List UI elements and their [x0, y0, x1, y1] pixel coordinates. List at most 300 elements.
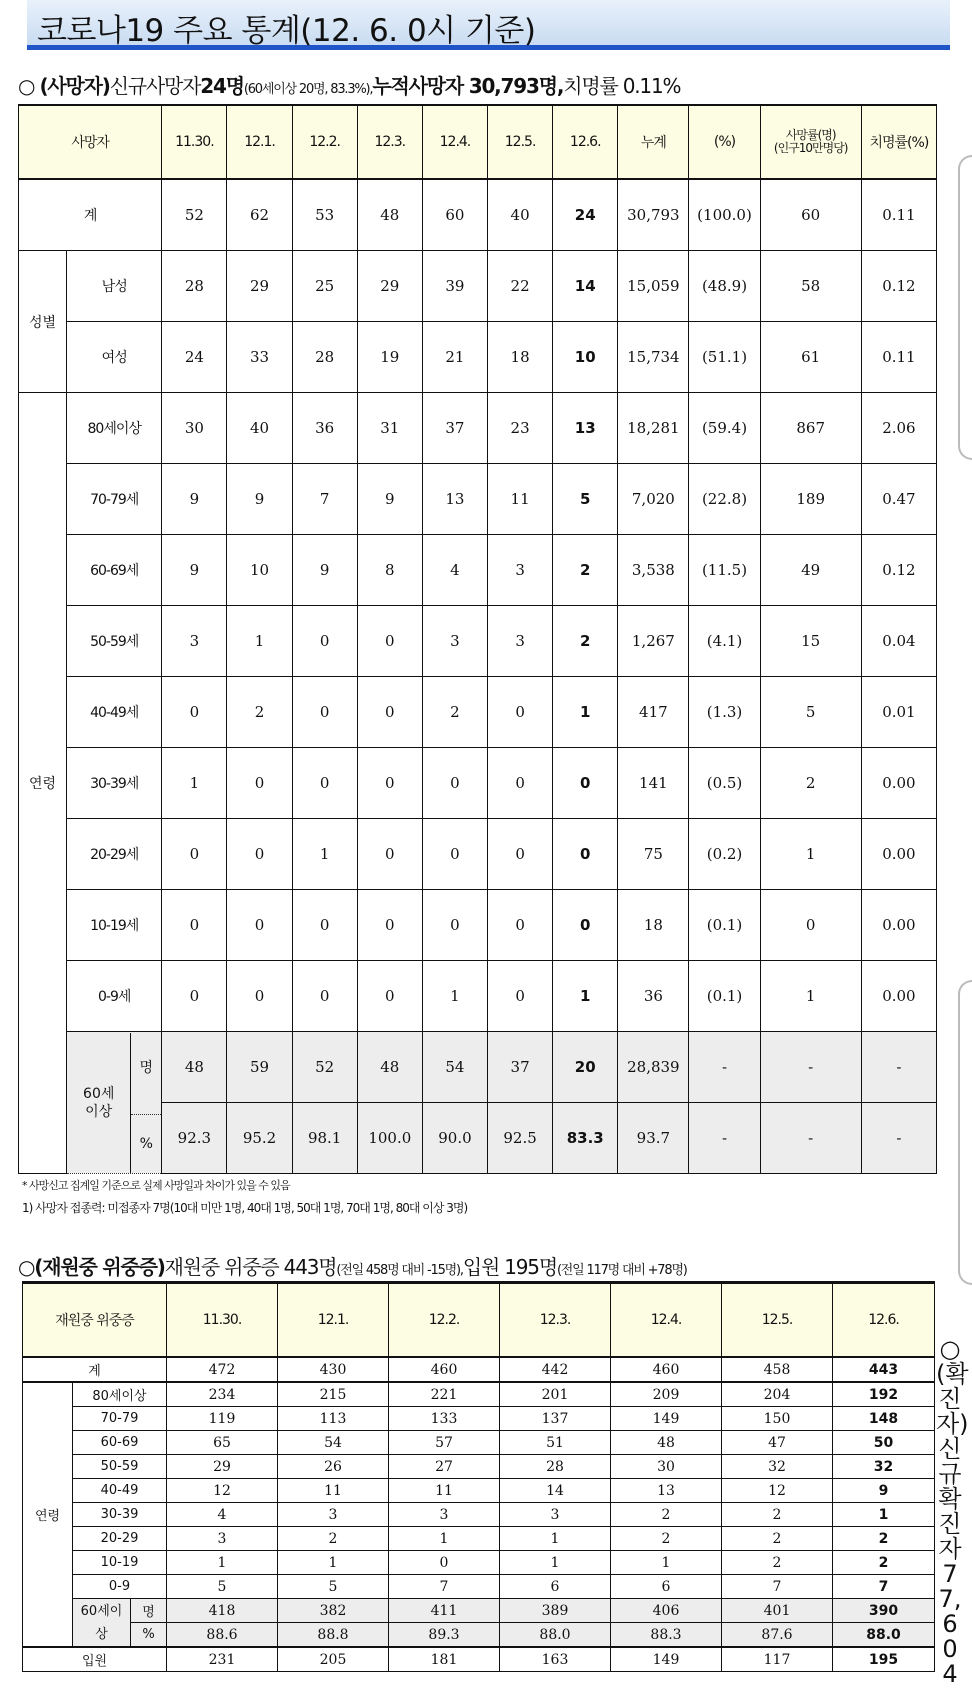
table-cell: - [760, 1103, 861, 1174]
title-bar [27, 0, 950, 50]
table-cell: 59 [227, 1032, 292, 1103]
sixty-label: 60세이 상 [73, 1599, 131, 1648]
table-cell: 57 [389, 1431, 500, 1455]
table-row [23, 1575, 935, 1599]
table-cell: 88.8 [278, 1623, 389, 1648]
column-header: 12.1. [227, 105, 292, 179]
table-cell: 0 [553, 819, 618, 890]
table-cell: 3 [389, 1503, 500, 1527]
table-cell: 12 [167, 1479, 278, 1503]
table-cell: 0 [357, 890, 422, 961]
row-label: 여성 [67, 322, 162, 393]
table-cell: 14 [553, 251, 618, 322]
heading-text: 누적사망자 30,793명, [372, 74, 564, 98]
column-header: 12.6. [553, 105, 618, 179]
table-cell: 93.7 [618, 1103, 689, 1174]
table-cell: (0.2) [689, 819, 760, 890]
table-cell: 0 [488, 961, 553, 1032]
table-cell: 0.47 [861, 464, 936, 535]
table-cell: 48 [357, 179, 422, 251]
table-cell: 163 [500, 1647, 611, 1672]
table-cell: 2 [278, 1527, 389, 1551]
table-cell: 53 [292, 179, 357, 251]
table-cell: 3 [500, 1503, 611, 1527]
table-cell: (0.5) [689, 748, 760, 819]
column-header: 12.5. [488, 105, 553, 179]
table-cell: 21 [422, 322, 487, 393]
table-cell: 31 [357, 393, 422, 464]
table-cell: 1,267 [618, 606, 689, 677]
row-label: 남성 [67, 251, 162, 322]
table-cell: 417 [618, 677, 689, 748]
row-label: 50-59 [73, 1455, 167, 1479]
table-cell: - [861, 1103, 936, 1174]
admit-row [23, 1647, 935, 1672]
table-cell: 0 [422, 819, 487, 890]
table-cell: 18 [618, 890, 689, 961]
table-row [23, 1503, 935, 1527]
table-cell: 1 [167, 1551, 278, 1575]
side-text: ○(확진자)신규확진자77,604 [936, 1335, 969, 1688]
column-header: 12.5. [722, 1283, 833, 1358]
table-cell: 52 [162, 179, 227, 251]
table-cell: 0 [227, 890, 292, 961]
table-cell: 0 [760, 890, 861, 961]
table-row [19, 677, 937, 748]
table-cell: (51.1) [689, 322, 760, 393]
table-cell: 30 [611, 1455, 722, 1479]
table-cell: 60 [760, 179, 861, 251]
table-cell: 0.12 [861, 535, 936, 606]
table-row [23, 1455, 935, 1479]
table-cell: 28,839 [618, 1032, 689, 1103]
table-cell: 100.0 [357, 1103, 422, 1174]
unit-label: 명 [131, 1033, 161, 1116]
table-cell: 2.06 [861, 393, 936, 464]
table-row [19, 748, 937, 819]
table-cell: 51 [500, 1431, 611, 1455]
column-header: 누계 [618, 105, 689, 179]
table-cell: 3 [167, 1527, 278, 1551]
table-row [23, 1527, 935, 1551]
row-label: 80세이상 [73, 1382, 167, 1407]
table-cell: 149 [611, 1647, 722, 1672]
table-cell: 95.2 [227, 1103, 292, 1174]
table-cell: 2 [833, 1527, 935, 1551]
table-cell: 0 [422, 748, 487, 819]
unit-label: 명 [131, 1599, 167, 1623]
deaths-heading [18, 70, 680, 99]
deaths-note: 1) 사망자 접종력: 미접종자 7명(10대 미만 1명, 40대 1명, 50대 1명, 70대 1명, 80대 이상 3명) [22, 1201, 468, 1215]
table-cell: 58 [760, 251, 861, 322]
table-cell: 0 [292, 748, 357, 819]
table-cell: 87.6 [722, 1623, 833, 1648]
table-cell: (100.0) [689, 179, 760, 251]
table-cell: 88.0 [833, 1623, 935, 1648]
table-cell: 0 [162, 677, 227, 748]
table-cell: 54 [278, 1431, 389, 1455]
table-cell: 8 [357, 535, 422, 606]
table-cell: 0 [292, 890, 357, 961]
side-panel-edge[interactable] [958, 155, 972, 460]
table-cell: 0 [292, 961, 357, 1032]
heading-tag: (사망자) [39, 74, 110, 98]
row-group-label: 성별 [19, 251, 67, 393]
table-cell: 181 [389, 1647, 500, 1672]
table-cell: 472 [167, 1357, 278, 1382]
table-cell: 0 [227, 819, 292, 890]
table-row [23, 1407, 935, 1431]
heading-text: (전일 458명 대비 -15명), [336, 1263, 463, 1278]
table-cell: 460 [611, 1357, 722, 1382]
heading-bullet: ○ [18, 74, 35, 98]
page-title: 코로나19 주요 통계(12. 6. 0시 기준) [37, 13, 536, 49]
table-cell: 389 [500, 1599, 611, 1623]
table-cell: 37 [488, 1032, 553, 1103]
table-cell: 205 [278, 1647, 389, 1672]
table-cell: 2 [422, 677, 487, 748]
table-cell: 92.5 [488, 1103, 553, 1174]
column-header: 12.3. [357, 105, 422, 179]
table-cell: 54 [422, 1032, 487, 1103]
table-cell: 0 [488, 677, 553, 748]
table-cell: 40 [227, 393, 292, 464]
table-cell: 61 [760, 322, 861, 393]
table-cell: 119 [167, 1407, 278, 1431]
heading-text: (전일 117명 대비 +78명) [556, 1263, 687, 1278]
table-cell: 3 [162, 606, 227, 677]
column-header: 사망자 [19, 105, 162, 179]
table-cell: 4 [422, 535, 487, 606]
table-cell: 1 [833, 1503, 935, 1527]
table-cell: (1.3) [689, 677, 760, 748]
table-cell: 23 [488, 393, 553, 464]
table-cell: 0.00 [861, 748, 936, 819]
table-cell: 234 [167, 1382, 278, 1407]
table-cell: 32 [833, 1455, 935, 1479]
table-cell: 0 [357, 606, 422, 677]
table-cell: 1 [422, 961, 487, 1032]
row-group-label: 연령 [23, 1382, 73, 1647]
row-label: 70-79세 [67, 464, 162, 535]
table-cell: - [689, 1032, 760, 1103]
table-cell: 2 [553, 535, 618, 606]
table-cell: 15,059 [618, 251, 689, 322]
table-cell: 88.3 [611, 1623, 722, 1648]
table-cell: 29 [227, 251, 292, 322]
table-cell: 2 [611, 1503, 722, 1527]
table-cell: 40 [488, 179, 553, 251]
table-cell: 22 [488, 251, 553, 322]
table-cell: 201 [500, 1382, 611, 1407]
table-cell: 209 [611, 1382, 722, 1407]
table-cell: 2 [722, 1527, 833, 1551]
heading-text: 입원 195명 [462, 1255, 557, 1279]
table-cell: 48 [162, 1032, 227, 1103]
row-group-label: 연령 [19, 393, 67, 1174]
table-row [19, 393, 937, 464]
table-cell: 60 [422, 179, 487, 251]
severe-table [22, 1281, 935, 1672]
table-cell: 406 [611, 1599, 722, 1623]
table-cell: 49 [760, 535, 861, 606]
table-cell: 28 [500, 1455, 611, 1479]
table-cell: 7 [292, 464, 357, 535]
table-cell: 11 [488, 464, 553, 535]
table-row [19, 251, 937, 322]
table-cell: - [760, 1032, 861, 1103]
table-cell: 148 [833, 1407, 935, 1431]
table-cell: 10 [227, 535, 292, 606]
table-cell: 9 [162, 464, 227, 535]
table-cell: 1 [162, 748, 227, 819]
heading-text: 치명률 0.11% [563, 74, 681, 98]
table-cell: 13 [422, 464, 487, 535]
column-header: 12.2. [292, 105, 357, 179]
table-cell: 1 [553, 961, 618, 1032]
row-label: 입원 [23, 1647, 167, 1672]
table-cell: 0.11 [861, 179, 936, 251]
row-label: 20-29세 [67, 819, 162, 890]
table-cell: 9 [227, 464, 292, 535]
table-cell: 90.0 [422, 1103, 487, 1174]
table-cell: 0 [162, 890, 227, 961]
table-cell: 0 [553, 890, 618, 961]
table-row [19, 464, 937, 535]
table-row [19, 890, 937, 961]
table-cell: 29 [167, 1455, 278, 1479]
table-cell: 3 [278, 1503, 389, 1527]
unit-label: % [139, 1135, 153, 1152]
table-cell: (0.1) [689, 961, 760, 1032]
table-cell: 0 [488, 819, 553, 890]
table-cell: 0.11 [861, 322, 936, 393]
sixty-count-row [23, 1599, 935, 1623]
table-cell: 30 [162, 393, 227, 464]
table-cell: 2 [227, 677, 292, 748]
table-cell: 458 [722, 1357, 833, 1382]
table-cell: 10 [553, 322, 618, 393]
table-cell: 231 [167, 1647, 278, 1672]
table-cell: 9 [162, 535, 227, 606]
header-row [19, 105, 937, 179]
table-cell: 50 [833, 1431, 935, 1455]
table-cell: 18,281 [618, 393, 689, 464]
table-cell: 0 [357, 748, 422, 819]
table-cell: 0 [357, 961, 422, 1032]
table-cell: 12 [722, 1479, 833, 1503]
row-label: 40-49세 [67, 677, 162, 748]
row-label: 0-9세 [67, 961, 162, 1032]
table-cell: 2 [833, 1551, 935, 1575]
table-cell: 14 [500, 1479, 611, 1503]
table-cell: 1 [500, 1527, 611, 1551]
table-cell: 0.00 [861, 819, 936, 890]
table-cell: 0 [422, 890, 487, 961]
table-cell: 62 [227, 179, 292, 251]
table-cell: 460 [389, 1357, 500, 1382]
table-cell: 1 [553, 677, 618, 748]
table-cell: 11 [278, 1479, 389, 1503]
row-label: 30-39세 [67, 748, 162, 819]
table-cell: 5 [553, 464, 618, 535]
table-cell: 26 [278, 1455, 389, 1479]
table-cell: (0.1) [689, 890, 760, 961]
table-cell: 401 [722, 1599, 833, 1623]
unit-label: % [131, 1623, 167, 1648]
table-cell: 133 [389, 1407, 500, 1431]
table-cell: 24 [162, 322, 227, 393]
table-cell: 27 [389, 1455, 500, 1479]
table-cell: 1 [278, 1551, 389, 1575]
column-header: 사망률(명) (인구10만명당) [760, 105, 861, 179]
heading-text: 24명 [200, 74, 244, 98]
heading-bullet: ○ [18, 1255, 35, 1279]
column-header: 12.6. [833, 1283, 935, 1358]
table-cell: 13 [553, 393, 618, 464]
table-cell: 215 [278, 1382, 389, 1407]
heading-text: 재원중 위중증 443명 [164, 1255, 337, 1279]
table-cell: 36 [618, 961, 689, 1032]
sixty-label-text: 60세 이상 [83, 1085, 115, 1120]
table-cell: 0.12 [861, 251, 936, 322]
table-cell: 137 [500, 1407, 611, 1431]
table-cell: 3 [488, 606, 553, 677]
table-cell: 0 [553, 748, 618, 819]
table-cell: 2 [722, 1551, 833, 1575]
table-cell: 25 [292, 251, 357, 322]
table-cell: 20 [553, 1032, 618, 1103]
row-label: 80세이상 [67, 393, 162, 464]
sixty-count-row [19, 1032, 937, 1103]
table-cell: 39 [422, 251, 487, 322]
table-cell: (11.5) [689, 535, 760, 606]
table-cell: 150 [722, 1407, 833, 1431]
table-row [23, 1479, 935, 1503]
row-label: 10-19세 [67, 890, 162, 961]
row-label: 10-19 [73, 1551, 167, 1575]
table-cell: 13 [611, 1479, 722, 1503]
table-cell: 48 [357, 1032, 422, 1103]
table-cell: 33 [227, 322, 292, 393]
table-cell: 92.3 [162, 1103, 227, 1174]
table-cell: 28 [162, 251, 227, 322]
table-cell: 0 [227, 961, 292, 1032]
row-label: 60-69 [73, 1431, 167, 1455]
table-cell: 117 [722, 1647, 833, 1672]
table-cell: 2 [760, 748, 861, 819]
column-header: 12.2. [389, 1283, 500, 1358]
table-cell: 189 [760, 464, 861, 535]
table-cell: 0 [162, 819, 227, 890]
table-cell: 37 [422, 393, 487, 464]
row-label: 50-59세 [67, 606, 162, 677]
table-cell: 1 [760, 961, 861, 1032]
table-cell: 0 [389, 1551, 500, 1575]
table-cell: (4.1) [689, 606, 760, 677]
table-cell: (59.4) [689, 393, 760, 464]
header-row [23, 1283, 935, 1358]
row-label: 70-79 [73, 1407, 167, 1431]
column-header: 치명률(%) [861, 105, 936, 179]
table-cell: 1 [227, 606, 292, 677]
table-row [23, 1382, 935, 1407]
table-cell: 32 [722, 1455, 833, 1479]
table-cell: 9 [833, 1479, 935, 1503]
total-row [19, 179, 937, 251]
table-cell: 411 [389, 1599, 500, 1623]
table-cell: 15,734 [618, 322, 689, 393]
table-cell: 98.1 [292, 1103, 357, 1174]
table-cell: 195 [833, 1647, 935, 1672]
table-cell: 7 [833, 1575, 935, 1599]
table-cell: 6 [611, 1575, 722, 1599]
table-cell: 29 [357, 251, 422, 322]
table-cell: 149 [611, 1407, 722, 1431]
table-cell: (48.9) [689, 251, 760, 322]
table-cell: 0 [488, 890, 553, 961]
table-row [19, 961, 937, 1032]
table-cell: 36 [292, 393, 357, 464]
side-panel-edge[interactable] [958, 980, 972, 1285]
table-cell: 2 [553, 606, 618, 677]
table-cell: 0 [357, 677, 422, 748]
row-label: 20-29 [73, 1527, 167, 1551]
table-cell: 443 [833, 1357, 935, 1382]
table-row [23, 1431, 935, 1455]
table-cell: 3 [422, 606, 487, 677]
table-cell: 192 [833, 1382, 935, 1407]
column-header: 12.1. [278, 1283, 389, 1358]
table-cell: 430 [278, 1357, 389, 1382]
table-row [19, 322, 937, 393]
table-cell: 65 [167, 1431, 278, 1455]
table-cell: 382 [278, 1599, 389, 1623]
table-row [23, 1551, 935, 1575]
table-cell: 418 [167, 1599, 278, 1623]
table-cell: 0 [292, 606, 357, 677]
column-header: 12.3. [500, 1283, 611, 1358]
row-label: 계 [23, 1357, 167, 1382]
table-cell: 0 [227, 748, 292, 819]
table-cell: 28 [292, 322, 357, 393]
table-cell: 204 [722, 1382, 833, 1407]
table-cell: 0 [292, 677, 357, 748]
table-cell: 19 [357, 322, 422, 393]
table-cell: 48 [611, 1431, 722, 1455]
table-row [19, 819, 937, 890]
table-cell: 88.0 [500, 1623, 611, 1648]
table-cell: 2 [722, 1503, 833, 1527]
row-label: 계 [19, 179, 162, 251]
table-cell: 0 [357, 819, 422, 890]
table-cell: 0 [488, 748, 553, 819]
column-header: 12.4. [611, 1283, 722, 1358]
severe-heading [18, 1251, 687, 1280]
table-cell: 1 [611, 1551, 722, 1575]
table-cell: 0.00 [861, 961, 936, 1032]
table-cell: 3,538 [618, 535, 689, 606]
row-label: 0-9 [73, 1575, 167, 1599]
table-cell: 47 [722, 1431, 833, 1455]
table-cell: - [861, 1032, 936, 1103]
table-cell: 30,793 [618, 179, 689, 251]
table-cell: 5 [760, 677, 861, 748]
table-cell: 7 [389, 1575, 500, 1599]
table-cell: 1 [760, 819, 861, 890]
table-cell: 24 [553, 179, 618, 251]
heading-tag: (재원중 위중증) [34, 1255, 165, 1279]
